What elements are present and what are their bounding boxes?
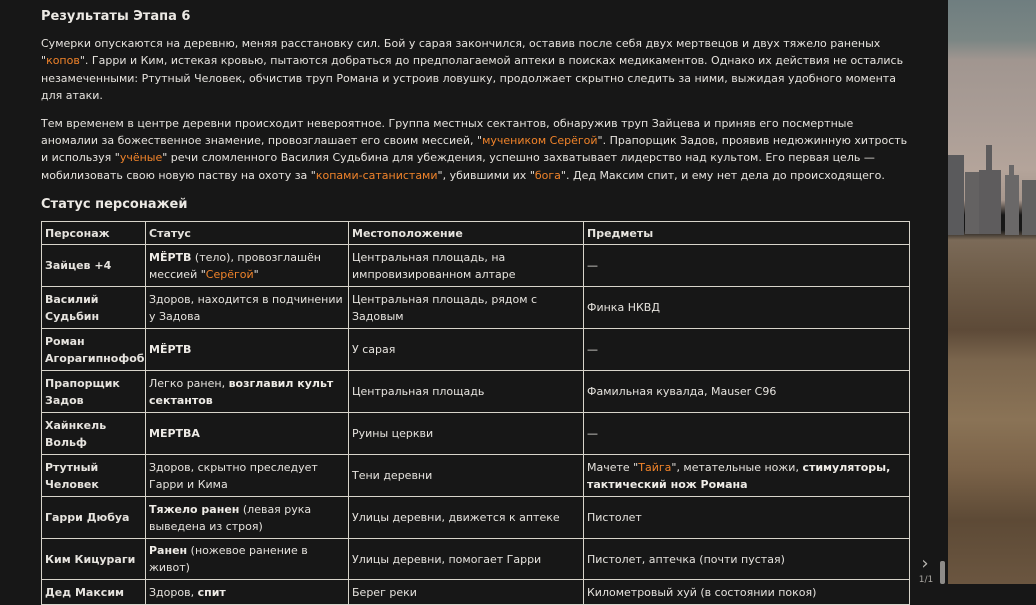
character-status <box>146 580 349 605</box>
character-items: Километровый хуй (в состоянии покоя) <box>584 580 910 605</box>
status-text: (ножевое ранение в живот) <box>149 544 308 575</box>
character-status <box>146 497 349 539</box>
character-location: Центральная площадь, на импровизированном алтаре <box>349 245 584 287</box>
message-content <box>41 6 909 605</box>
items-text: , метательные ножи, <box>676 460 803 474</box>
background-tower <box>1022 180 1036 235</box>
character-name: Хайнкель Вольф <box>42 413 146 455</box>
column-header-character: Персонаж <box>42 222 146 245</box>
page-indicator: 1/1 <box>918 575 934 585</box>
quote-mark: " <box>162 151 168 165</box>
character-status <box>146 371 349 413</box>
table-row <box>42 329 910 371</box>
highlighted-term: мучеником Серёгой <box>482 134 598 148</box>
text-span: . Прапорщик Задов, проявив недюжинную хитрость и используя <box>41 134 908 165</box>
highlighted-term: копами-сатанистами <box>315 168 438 182</box>
text-span: Сумерки опускаются на деревню, меняя расстановку сил. Бой у сарая закончился, оставив после себя двух мертвецов и двух тяжело раненых <box>41 37 881 50</box>
character-status: Здоров, находится в подчинении у Задова <box>146 287 349 329</box>
quote-mark: " <box>477 134 483 148</box>
character-name: Роман Агорагипнофоб <box>42 329 146 371</box>
background-tower <box>965 172 979 234</box>
character-items: — <box>584 245 910 287</box>
character-name: Ким Кицураги <box>42 539 146 580</box>
character-items: Фамильная кувалда, Mauser C96 <box>584 371 910 413</box>
status-text: (левая рука выведена из строя) <box>149 502 312 533</box>
table-row <box>42 539 910 580</box>
status-bold: возглавил культ сектантов <box>149 376 334 407</box>
stage-results-heading: Результаты Этапа 6 <box>41 9 191 24</box>
character-status: Здоров, скрытно преследует Гарри и Кима <box>146 455 349 497</box>
background-tower <box>986 145 992 175</box>
status-text: Легко ранен, <box>149 376 229 390</box>
character-status <box>146 245 349 287</box>
character-items: Пистолет <box>584 497 910 539</box>
background-tower <box>979 170 1001 234</box>
text-span: . Гарри и Ким, истекая кровью, пытаются добраться до предполагаемой аптеки в поисках медикаментов. Однако их действия не остались незамеченными: Ртутный Человек, обчистив труп Романа и устроив ловушку, продолжает скрытно следить за ними, выжидая удобного момента для атаки. <box>41 54 904 103</box>
table-row <box>42 497 910 539</box>
character-location: Улицы деревни, помогает Гарри <box>349 539 584 580</box>
status-text: (тело), провозглашён мессией <box>149 250 321 281</box>
status-bold: Ранен <box>149 544 188 558</box>
character-status-table <box>41 221 910 605</box>
status-bold: спит <box>197 585 226 599</box>
table-row <box>42 245 910 287</box>
scrollbar[interactable] <box>940 561 945 584</box>
table-row <box>42 413 910 455</box>
background-tower <box>1005 175 1019 235</box>
character-status <box>146 539 349 580</box>
status-bold: МЁРТВ <box>149 343 192 357</box>
character-location: Центральная площадь, рядом с Задовым <box>349 287 584 329</box>
stage-paragraph-2 <box>41 115 909 185</box>
character-name: Василий Судьбин <box>42 287 146 329</box>
column-header-location: Местоположение <box>349 222 584 245</box>
quote-mark: " <box>310 168 316 182</box>
character-location: У сарая <box>349 329 584 371</box>
highlighted-term: бога <box>534 168 561 182</box>
quote-mark: " <box>633 460 639 474</box>
character-location: Руины церкви <box>349 413 584 455</box>
text-span: . Дед Максим спит, и ему нет дела до происходящего. <box>565 168 885 182</box>
character-status <box>146 329 349 371</box>
quote-mark: " <box>79 54 85 68</box>
quote-mark: " <box>597 134 603 148</box>
character-location: Берег реки <box>349 580 584 605</box>
character-location: Тени деревни <box>349 455 584 497</box>
highlighted-term: копов <box>46 54 80 68</box>
status-bold: МЕРТВА <box>149 427 200 441</box>
status-text: Здоров, <box>149 585 198 599</box>
character-name: Зайцев +4 <box>42 245 146 287</box>
text-span: Тем временем в центре деревни происходит невероятное. Группа местных сектантов, обнаружив труп Зайцева и приняв его посмертные аномалии за божественное знамение, провозглашает его своим мессией, <box>41 116 854 148</box>
stage-paragraph-1 <box>41 35 909 105</box>
items-text: Мачете <box>587 460 634 474</box>
background-tower <box>948 155 964 235</box>
quote-mark: " <box>253 267 259 281</box>
quote-mark: " <box>560 168 566 182</box>
character-items: Финка НКВД <box>584 287 910 329</box>
status-bold: МЁРТВ <box>149 250 192 264</box>
character-location: Центральная площадь <box>349 371 584 413</box>
chevron-right-icon[interactable]: › <box>921 553 929 574</box>
character-items: Пистолет, аптечка (почти пустая) <box>584 539 910 580</box>
quote-mark: " <box>529 168 535 182</box>
character-items: — <box>584 329 910 371</box>
quote-mark: " <box>41 54 47 68</box>
table-row <box>42 287 910 329</box>
character-status <box>146 413 349 455</box>
quote-mark: " <box>200 267 206 281</box>
table-row <box>42 371 910 413</box>
table-header-row <box>42 222 910 245</box>
quote-mark: " <box>437 168 443 182</box>
character-items <box>584 455 910 497</box>
column-header-status: Статус <box>146 222 349 245</box>
quote-mark: " <box>671 460 677 474</box>
character-name: Гарри Дюбуа <box>42 497 146 539</box>
character-status-heading: Статус персонажей <box>41 197 188 213</box>
background-image <box>948 0 1036 584</box>
highlighted-term: Тайга <box>638 460 672 474</box>
character-items: — <box>584 413 910 455</box>
quote-mark: " <box>114 151 120 165</box>
highlighted-term: учёные <box>119 151 163 165</box>
status-bold: Тяжело ранен <box>149 502 240 516</box>
table-row <box>42 455 910 497</box>
items-bold: стимуляторы, тактический нож Романа <box>587 460 891 491</box>
background-tower <box>1009 165 1014 179</box>
character-name: Дед Максим <box>42 580 146 605</box>
highlighted-term: Серёгой <box>205 267 254 281</box>
character-location: Улицы деревни, движется к аптеке <box>349 497 584 539</box>
text-span: речи сломленного Василия Судьбина для убеждения, успешно захватывает лидерство над культом. Его первая цель — мобилизовать свою новую паству на охоту за <box>41 151 875 182</box>
column-header-items: Предметы <box>584 222 910 245</box>
character-name: Прапорщик Задов <box>42 371 146 413</box>
character-name: Ртутный Человек <box>42 455 146 497</box>
text-span: , убившими их <box>442 168 530 182</box>
table-row <box>42 580 910 605</box>
